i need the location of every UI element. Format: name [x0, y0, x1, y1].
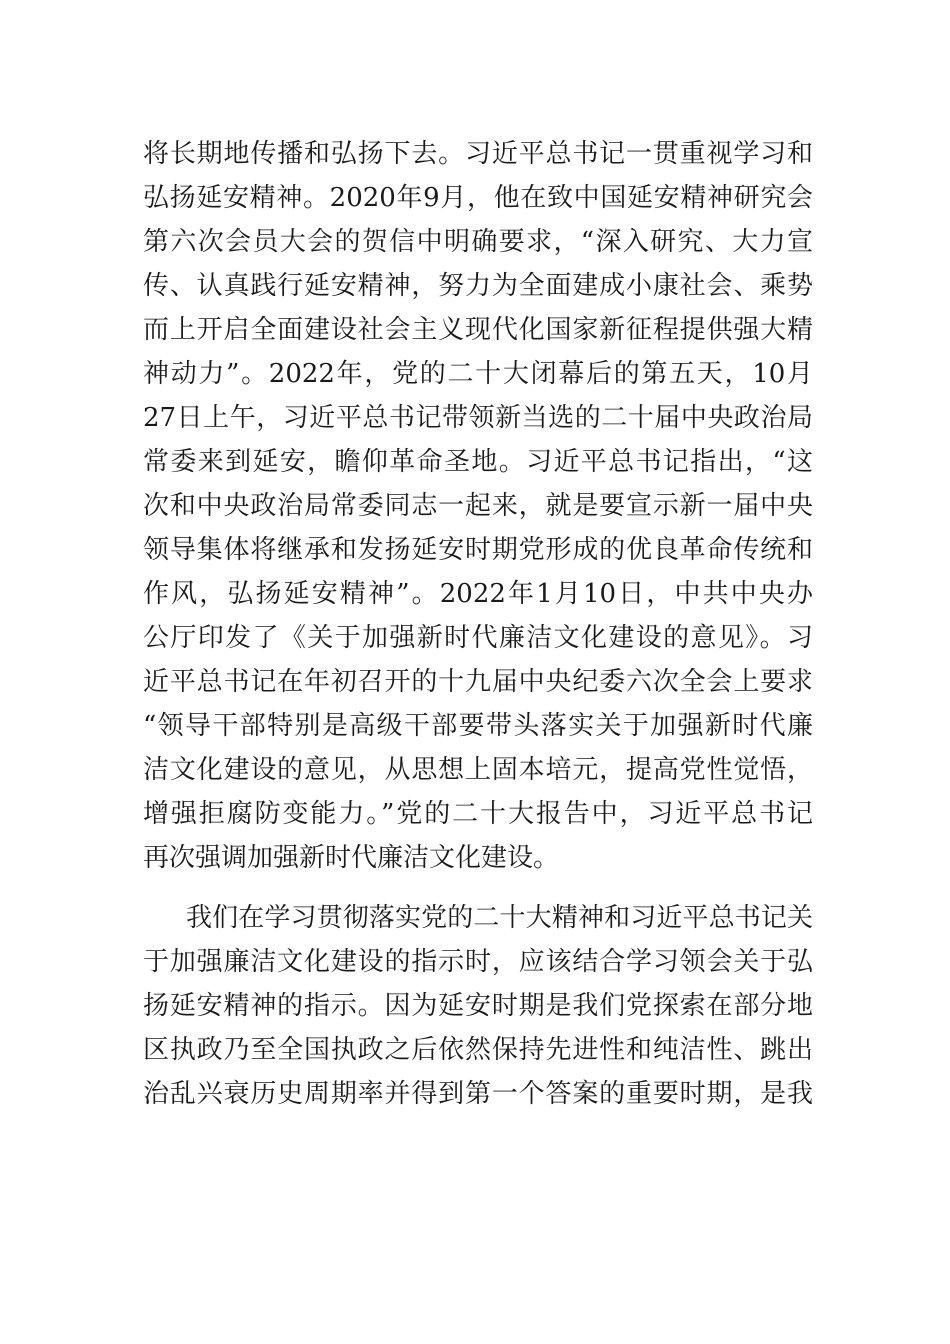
text-line: 27日上午，习近平总书记带领新当选的二十届中央政治局: [143, 403, 813, 433]
text-line: 公厅印发了《关于加强新时代廉洁文化建设的意见》。习: [143, 623, 813, 653]
text-line: 治乱兴衰历史周期率并得到第一个答案的重要时期，是我: [143, 1079, 813, 1109]
text-line: 常委来到延安，瞻仰革命圣地。习近平总书记指出，“这: [143, 447, 813, 477]
text-line: 弘扬延安精神。2020年9月，他在致中国延安精神研究会: [143, 183, 813, 213]
text-line: 作风，弘扬延安精神”。2022年1月10日，中共中央办: [143, 579, 813, 609]
text-line: 传、认真践行延安精神，努力为全面建成小康社会、乘势: [143, 271, 813, 301]
text-line: 近平总书记在年初召开的十九届中央纪委六次全会上要求: [143, 667, 813, 697]
text-line: 增强拒腐防变能力。”党的二十大报告中，习近平总书记: [143, 799, 813, 829]
text-line: 我们在学习贯彻落实党的二十大精神和习近平总书记关: [186, 903, 813, 933]
text-line: 将长期地传播和弘扬下去。习近平总书记一贯重视学习和: [143, 139, 813, 169]
text-line: 洁文化建设的意见，从思想上固本培元，提高党性觉悟，: [143, 755, 813, 785]
text-line: “领导干部特别是高级干部要带头落实关于加强新时代廉: [143, 711, 813, 741]
text-line: 区执政乃至全国执政之后依然保持先进性和纯洁性、跳出: [143, 1035, 813, 1065]
text-line: 再次强调加强新时代廉洁文化建设。: [143, 843, 560, 873]
text-line: 而上开启全面建设社会主义现代化国家新征程提供强大精: [143, 315, 813, 345]
text-line: 次和中央政治局常委同志一起来，就是要宣示新一届中央: [143, 491, 813, 521]
text-line: 第六次会员大会的贺信中明确要求，“深入研究、大力宣: [143, 227, 813, 257]
text-line: 领导集体将继承和发扬延安时期党形成的优良革命传统和: [143, 535, 813, 565]
text-line: 神动力”。2022年，党的二十大闭幕后的第五天，10月: [143, 359, 813, 389]
text-line: 于加强廉洁文化建设的指示时，应该结合学习领会关于弘: [143, 947, 813, 977]
text-line: 扬延安精神的指示。因为延安时期是我们党探索在部分地: [143, 991, 813, 1021]
